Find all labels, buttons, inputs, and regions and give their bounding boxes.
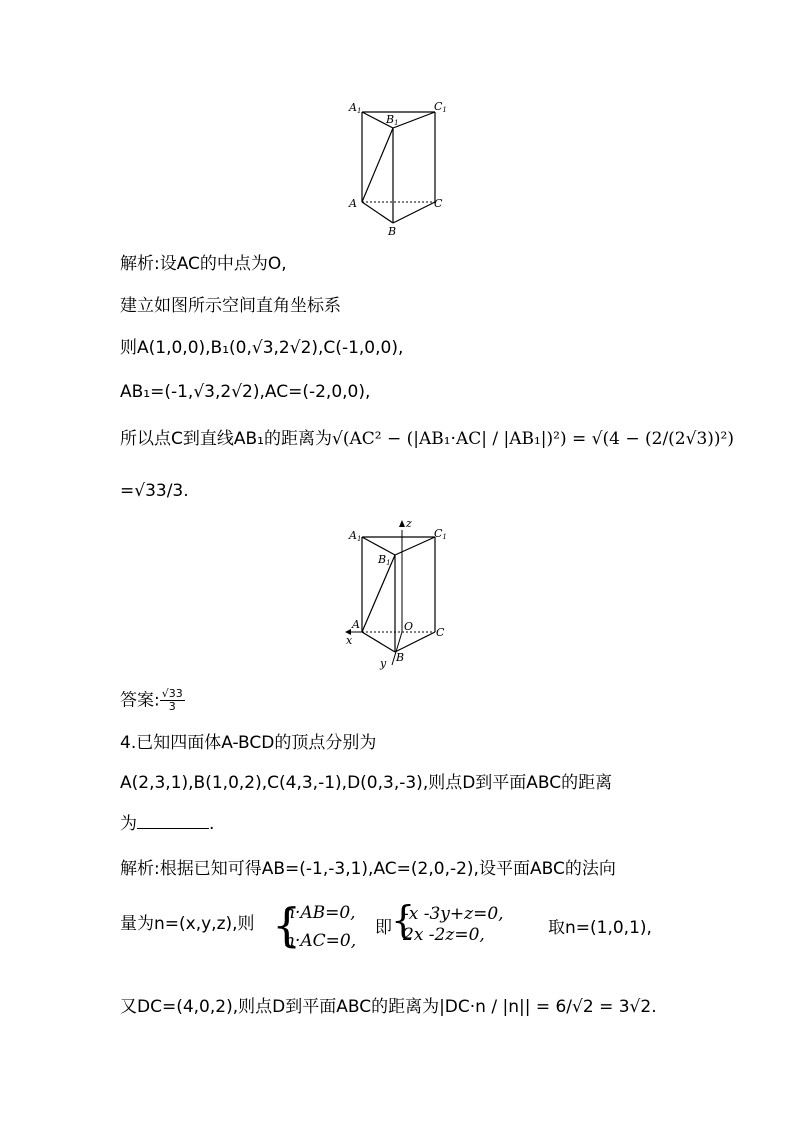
label-y: y bbox=[380, 657, 387, 670]
sys-mid: 即 bbox=[375, 918, 392, 938]
label-A1: A1 bbox=[349, 101, 362, 115]
solution4-line2: 量为n=(x,y,z),则 bbox=[120, 914, 255, 934]
label-A: A bbox=[349, 197, 357, 210]
label-C: C bbox=[436, 626, 445, 639]
problem4-line3: 为 . bbox=[120, 814, 215, 834]
answer1: 答案: $\frac{√33}{3}$ bbox=[120, 687, 183, 713]
label-A1: A1 bbox=[349, 529, 362, 543]
distance-formula: √(AC² − (|AB₁·AC| / |AB₁|)²) = √(4 − (2/(2√3))²) bbox=[331, 429, 734, 449]
label-B: B bbox=[388, 225, 397, 238]
solution1-line6: =√33/3. bbox=[120, 481, 189, 501]
label-C1: C1 bbox=[434, 527, 447, 541]
solution4-line1: 解析:根据已知可得AB=(-1,-3,1),AC=(2,0,-2),设平面ABC的法向 bbox=[120, 859, 616, 879]
prism-figure-1 bbox=[340, 95, 460, 240]
problem4-line1: 4.已知四面体A-BCD的顶点分别为 bbox=[120, 733, 377, 753]
solution1-line4: AB₁=(-1,√3,2√2),AC=(-2,0,0), bbox=[120, 382, 371, 402]
label-C: C bbox=[434, 197, 443, 210]
label-C1: C1 bbox=[434, 100, 447, 114]
solution4-line2-post: 取n=(1,0,1), bbox=[548, 918, 652, 938]
problem4-line2: A(2,3,1),B(1,0,2),C(4,3,-1),D(0,3,-3),则点D到平面ABC的距离 bbox=[120, 773, 613, 793]
solution1-line2: 建立如图所示空间直角坐标系 bbox=[120, 296, 341, 316]
solution1-line3: 则A(1,0,0),B₁(0,√3,2√2),C(-1,0,0), bbox=[120, 338, 404, 358]
prism-figure-2 bbox=[340, 515, 460, 675]
label-B1: B1 bbox=[378, 553, 391, 567]
label-O: O bbox=[404, 620, 414, 633]
label-B: B bbox=[396, 651, 405, 664]
label-x: x bbox=[346, 634, 353, 647]
solution1-line5: 所以点C到直线AB₁的距离为√(AC² − (|AB₁·AC| / |AB₁|)²) = √(4 − (2/(2√3))²) bbox=[120, 429, 734, 449]
answer-blank bbox=[137, 814, 209, 829]
label-B1: B1 bbox=[386, 113, 399, 127]
label-z: z bbox=[406, 517, 412, 530]
label-A: A bbox=[352, 618, 360, 631]
solution4-line3: 又DC=(4,0,2),则点D到平面ABC的距离为|DC·n / |n|| = 6/√2 = 3√2. bbox=[120, 997, 657, 1017]
solution1-line1: 解析:设AC的中点为O, bbox=[120, 254, 287, 274]
